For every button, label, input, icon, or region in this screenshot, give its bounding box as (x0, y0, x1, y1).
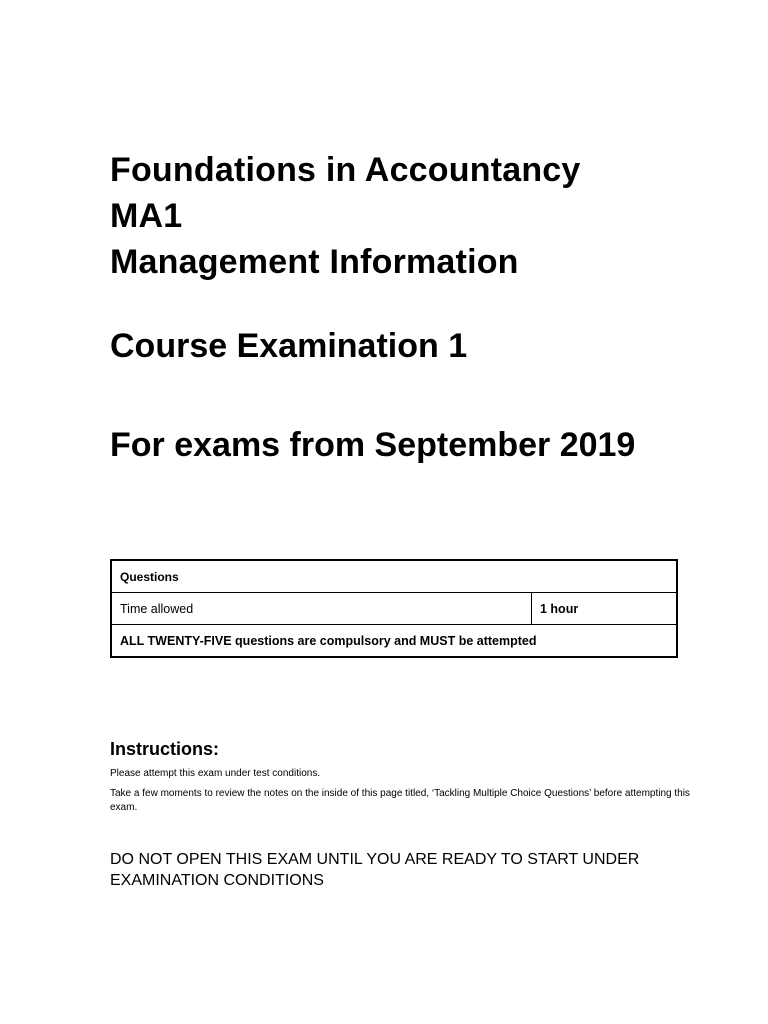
instructions-heading: Instructions: (110, 739, 220, 759)
table-row-compulsory (111, 625, 677, 658)
questions-label: Questions (111, 560, 677, 593)
title-line-1: Foundations in Accountancy (110, 151, 581, 189)
instructions-paragraph-2: Take a few moments to review the notes on the inside of this page titled, ‘Tackling Multiple Choice Questions’ before attempting this exam. (110, 788, 690, 813)
title-line-2: MA1 (110, 197, 183, 235)
time-allowed-label: Time allowed (111, 593, 532, 625)
title-block (110, 147, 730, 285)
exam-conditions-warning: DO NOT OPEN THIS EXAM UNTIL YOU ARE READY TO START UNDER EXAMINATION CONDITIONS (110, 851, 640, 889)
instructions-section (110, 737, 690, 821)
table-row-questions (111, 560, 677, 593)
compulsory-note: ALL TWENTY-FIVE questions are compulsory and MUST be attempted (111, 625, 677, 658)
table-row-time (111, 593, 677, 625)
time-allowed-value: 1 hour (532, 593, 678, 625)
exam-info-table (110, 559, 678, 658)
course-exam-title: Course Examination 1 (110, 327, 468, 365)
instructions-paragraph-1: Please attempt this exam under test conditions. (110, 768, 321, 779)
title-line-3: Management Information (110, 243, 519, 281)
exam-date-heading: For exams from September 2019 (110, 426, 636, 464)
